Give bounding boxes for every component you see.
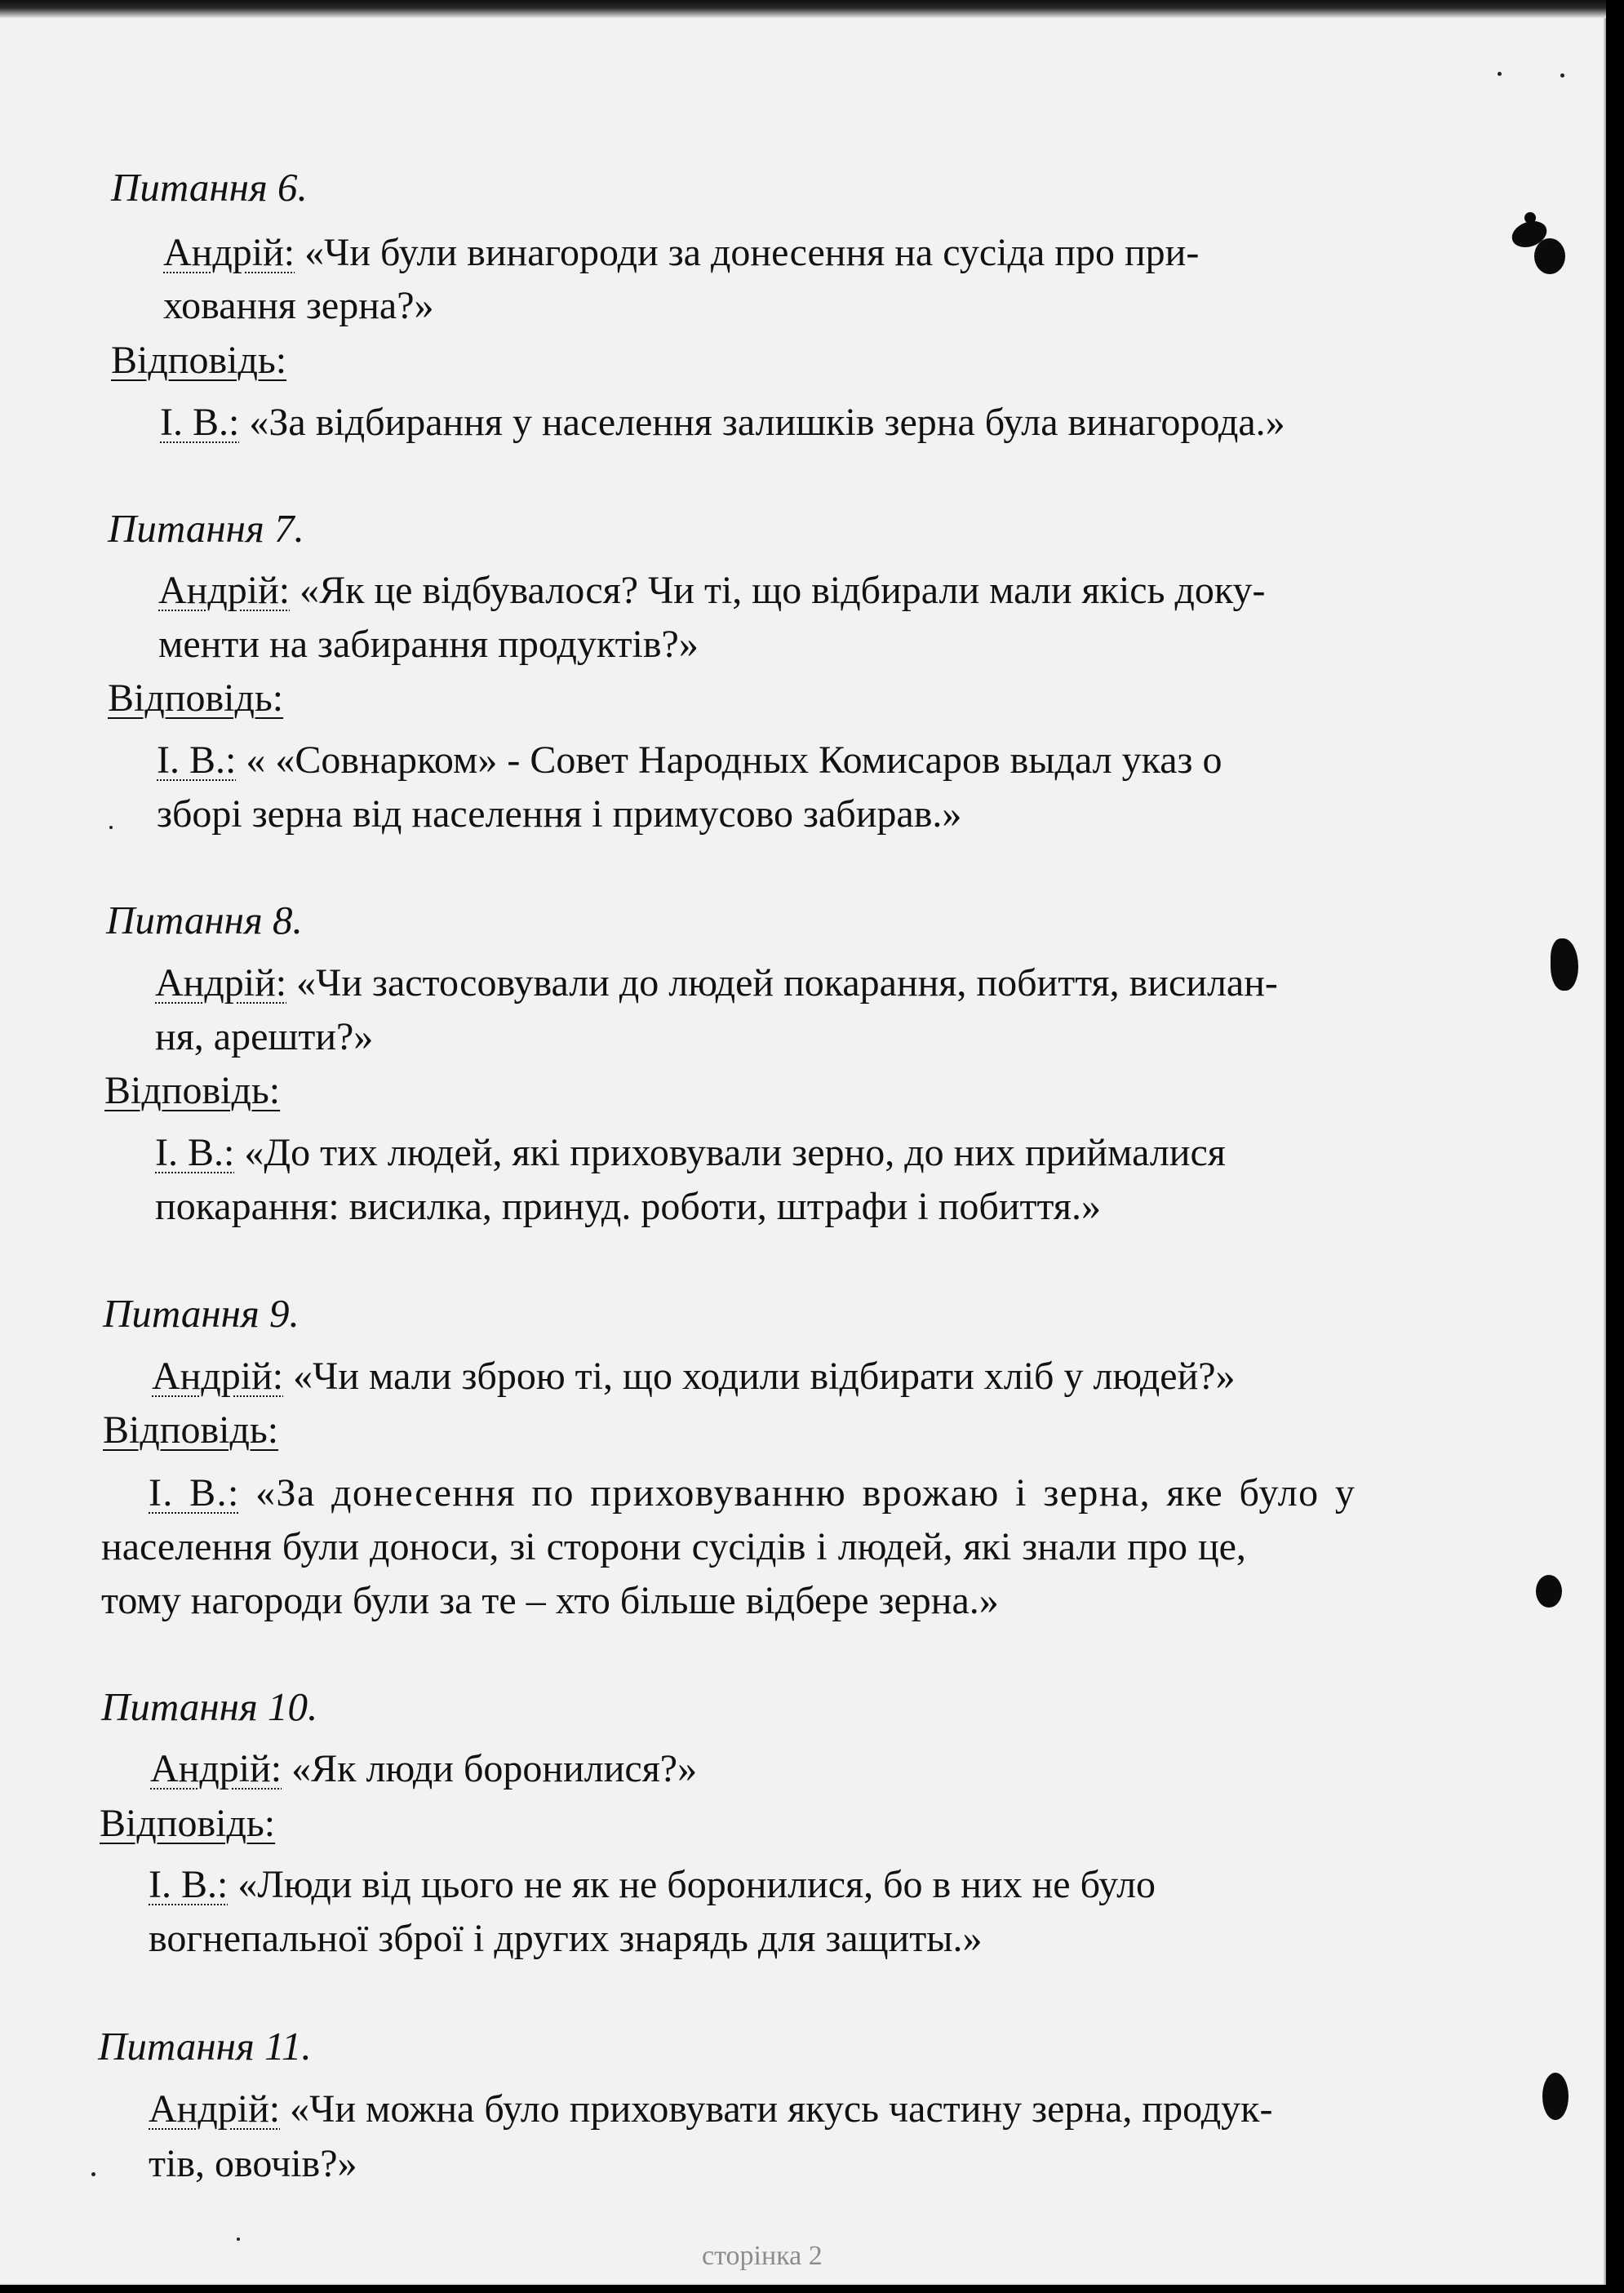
answer-text: «До тих людей, які приховували зерно, до них приймалися <box>234 1131 1226 1174</box>
question-heading: Питання 7. <box>108 506 304 551</box>
respondent-label: І. В.: <box>149 1471 240 1515</box>
scan-speck <box>1560 73 1564 78</box>
answer-text: «За відбирання у населення залишків зерна була винагорода.» <box>239 401 1285 444</box>
answer-line <box>149 1861 1156 1909</box>
asker-label: Андрій: <box>163 231 295 274</box>
question-line <box>163 228 1199 277</box>
answer-heading <box>104 1067 280 1115</box>
question-line: менти на забирання продуктів?» <box>158 623 699 666</box>
answer-text: «За донесення по приховуванню врожаю і зерна, яке було у <box>239 1471 1356 1515</box>
answer-label: Відповідь: <box>111 339 287 382</box>
answer-heading <box>111 336 286 385</box>
punch-hole-mark <box>1534 238 1565 274</box>
question-text: «Чи мали зброю ті, що ходили відбирати хліб у людей?» <box>283 1355 1236 1398</box>
answer-line <box>155 1129 1226 1178</box>
answer-label: Відповідь: <box>104 1069 281 1112</box>
answer-text: «Люди від цього не як не боронилися, бо в них не було <box>228 1863 1156 1906</box>
answer-line: населення були доноси, зі сторони сусідів і людей, які знали про це, <box>101 1525 1246 1568</box>
punch-hole-mark <box>1542 2073 1569 2120</box>
question-heading: Питання 11. <box>98 2024 312 2069</box>
answer-line: зборі зерна від населення і примусово забирав.» <box>157 792 962 836</box>
answer-label: Відповідь: <box>108 676 284 720</box>
answer-label: Відповідь: <box>100 1802 276 1845</box>
asker-label: Андрій: <box>158 569 291 612</box>
respondent-label: І. В.: <box>160 401 240 444</box>
question-heading: Питання 10. <box>101 1684 318 1729</box>
scan-speck <box>109 826 113 829</box>
question-line <box>150 1745 697 1794</box>
question-line: ховання зерна?» <box>163 284 434 327</box>
answer-heading <box>100 1799 275 1848</box>
answer-line <box>149 1469 1356 1518</box>
question-line: тів, овочів?» <box>149 2142 357 2185</box>
asker-label: Андрій: <box>155 961 287 1005</box>
answer-line: вогнепальної зброї і других знарядь для защиты.» <box>149 1917 983 1960</box>
question-line <box>152 1352 1236 1401</box>
scan-speck <box>1498 72 1502 76</box>
question-line: ня, арешти?» <box>155 1015 374 1058</box>
scan-speck <box>91 2172 95 2176</box>
answer-line <box>160 398 1285 447</box>
asker-label: Андрій: <box>150 1747 282 1790</box>
question-line <box>155 959 1278 1008</box>
punch-hole-mark <box>1536 1575 1562 1608</box>
answer-text: « «Совнарком» - Совет Народных Комисаров выдал указ о <box>236 738 1222 782</box>
question-heading: Питання 6. <box>111 165 308 210</box>
answer-heading <box>103 1406 278 1455</box>
scan-speck <box>237 2238 240 2241</box>
question-text: «Чи можна було приховувати якусь частину зерна, продук- <box>280 2087 1273 2131</box>
question-line <box>158 566 1266 615</box>
page-footer: сторінка 2 <box>702 2241 823 2271</box>
asker-label: Андрій: <box>152 1355 284 1398</box>
answer-line <box>157 736 1222 785</box>
question-text: «Чи були винагороди за донесення на сусіда про при- <box>295 231 1200 274</box>
answer-heading <box>108 674 283 723</box>
respondent-label: І. В.: <box>149 1863 229 1906</box>
question-text: «Як це відбувалося? Чи ті, що відбирали мали якісь доку- <box>290 569 1266 612</box>
answer-line: покарання: висилка, принуд. роботи, штрафи і побиття.» <box>155 1185 1101 1228</box>
respondent-label: І. В.: <box>155 1131 235 1174</box>
asker-label: Андрій: <box>149 2087 281 2131</box>
question-heading: Питання 9. <box>103 1291 300 1336</box>
answer-label: Відповідь: <box>103 1408 279 1452</box>
answer-line: тому нагороди були за те – хто більше відбере зерна.» <box>101 1579 999 1622</box>
question-text: «Чи застосовували до людей покарання, побиття, висилан- <box>286 961 1278 1005</box>
punch-hole-mark <box>1524 212 1536 224</box>
respondent-label: І. В.: <box>157 738 237 782</box>
question-heading: Питання 8. <box>106 898 303 942</box>
question-text: «Як люди боронилися?» <box>282 1747 698 1790</box>
question-line <box>149 2085 1272 2134</box>
